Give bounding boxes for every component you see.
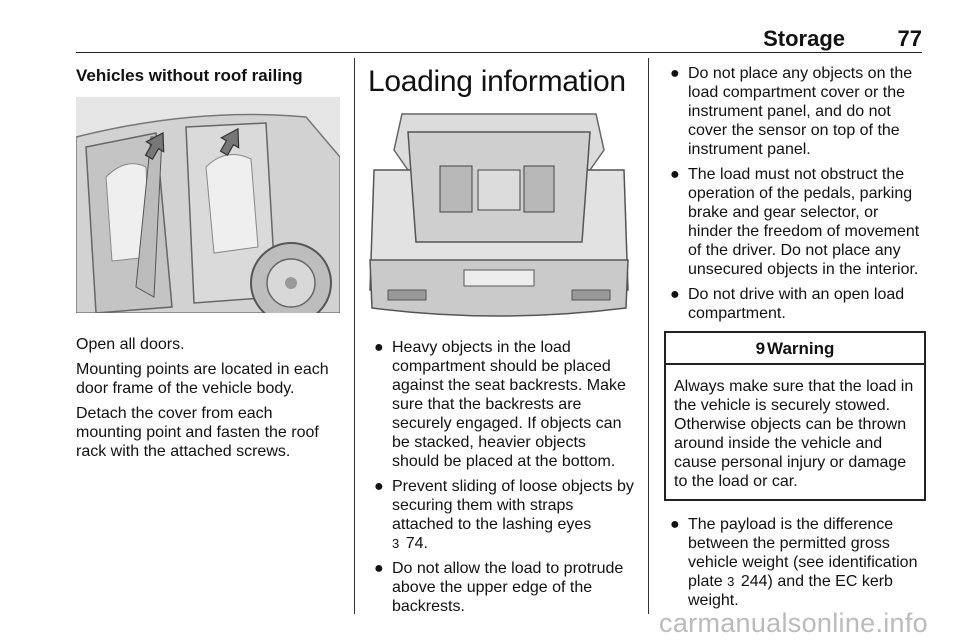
list-item	[664, 285, 926, 323]
page-number: 77	[897, 26, 922, 51]
list-item-text: Do not place any objects on the load compartment cover or the instrument panel, and do not cover the sensor on top of the instrument panel.	[688, 65, 913, 158]
warning-triangle-icon: 9	[755, 339, 766, 358]
bullet-icon: ●	[670, 65, 680, 82]
cross-reference-link[interactable]: 244)	[740, 573, 773, 590]
car-doors-open-illustration	[76, 97, 340, 313]
right-column	[664, 64, 926, 616]
list-item	[664, 165, 926, 279]
warning-title: Warning	[767, 339, 835, 358]
warning-text: Always make sure that the load in the vehicle is securely stowed. Otherwise objects can be thrown around inside the vehicle and cause personal injury or damage to the load or car.	[674, 378, 914, 490]
list-item	[664, 515, 926, 610]
paragraph: Open all doors.	[76, 336, 185, 353]
cross-reference-icon: 3	[392, 536, 400, 551]
warning-box	[664, 331, 926, 501]
cross-reference-icon: 3	[727, 574, 735, 589]
warning-header	[666, 333, 924, 365]
cross-reference-link[interactable]: 74.	[405, 535, 428, 552]
load-compartment-illustration	[368, 110, 630, 322]
list-item-text: and the EC kerb weight.	[688, 573, 893, 609]
list-item-text: The load must not obstruct the operation of the pedals, parking brake and gear selector, or hinder the freedom of movement of the driver. Do not place any unsecured objects in the interior.	[688, 166, 920, 278]
header-rule	[76, 52, 922, 53]
column-divider	[648, 58, 649, 614]
left-column	[76, 64, 340, 467]
paragraph: Detach the cover from each mounting point and fasten the roof rack with the attached screws.	[76, 405, 319, 460]
section-title: Storage	[763, 26, 845, 51]
bullet-icon: ●	[670, 166, 680, 183]
list-item	[368, 559, 634, 616]
list-item-text: Do not drive with an open load compartment.	[688, 286, 905, 322]
bullet-icon: ●	[374, 478, 384, 495]
column-divider	[354, 58, 355, 614]
list-item-text: Do not allow the load to protrude above the upper edge of the backrests.	[392, 560, 624, 615]
list-item-text: The payload is the difference between the permitted gross vehicle weight (see identification plate	[688, 516, 918, 590]
section-heading: Vehicles without roof railing	[76, 66, 303, 85]
bullet-icon: ●	[374, 339, 384, 356]
middle-column	[368, 64, 634, 622]
list-item-text: Heavy objects in the load compartment should be placed against the seat backrests. Make sure that the backrests are securely engaged. If objects can be stacked, heavier objects should be placed at the bottom.	[392, 339, 626, 470]
bullet-list	[368, 338, 634, 616]
paragraph: Mounting points are located in each door frame of the vehicle body.	[76, 361, 329, 397]
bullet-icon: ●	[670, 286, 680, 303]
list-item-text: Prevent sliding of loose objects by securing them with straps attached to the lashing eyes	[392, 478, 634, 533]
watermark: carmanualsonline.info	[659, 608, 928, 638]
bullet-list	[664, 64, 926, 323]
bullet-icon: ●	[374, 560, 384, 577]
list-item	[368, 338, 634, 471]
list-item	[368, 477, 634, 553]
bullet-icon: ●	[670, 516, 680, 533]
page-title: Loading information	[368, 65, 626, 98]
bullet-list	[664, 515, 926, 610]
list-item	[664, 64, 926, 159]
